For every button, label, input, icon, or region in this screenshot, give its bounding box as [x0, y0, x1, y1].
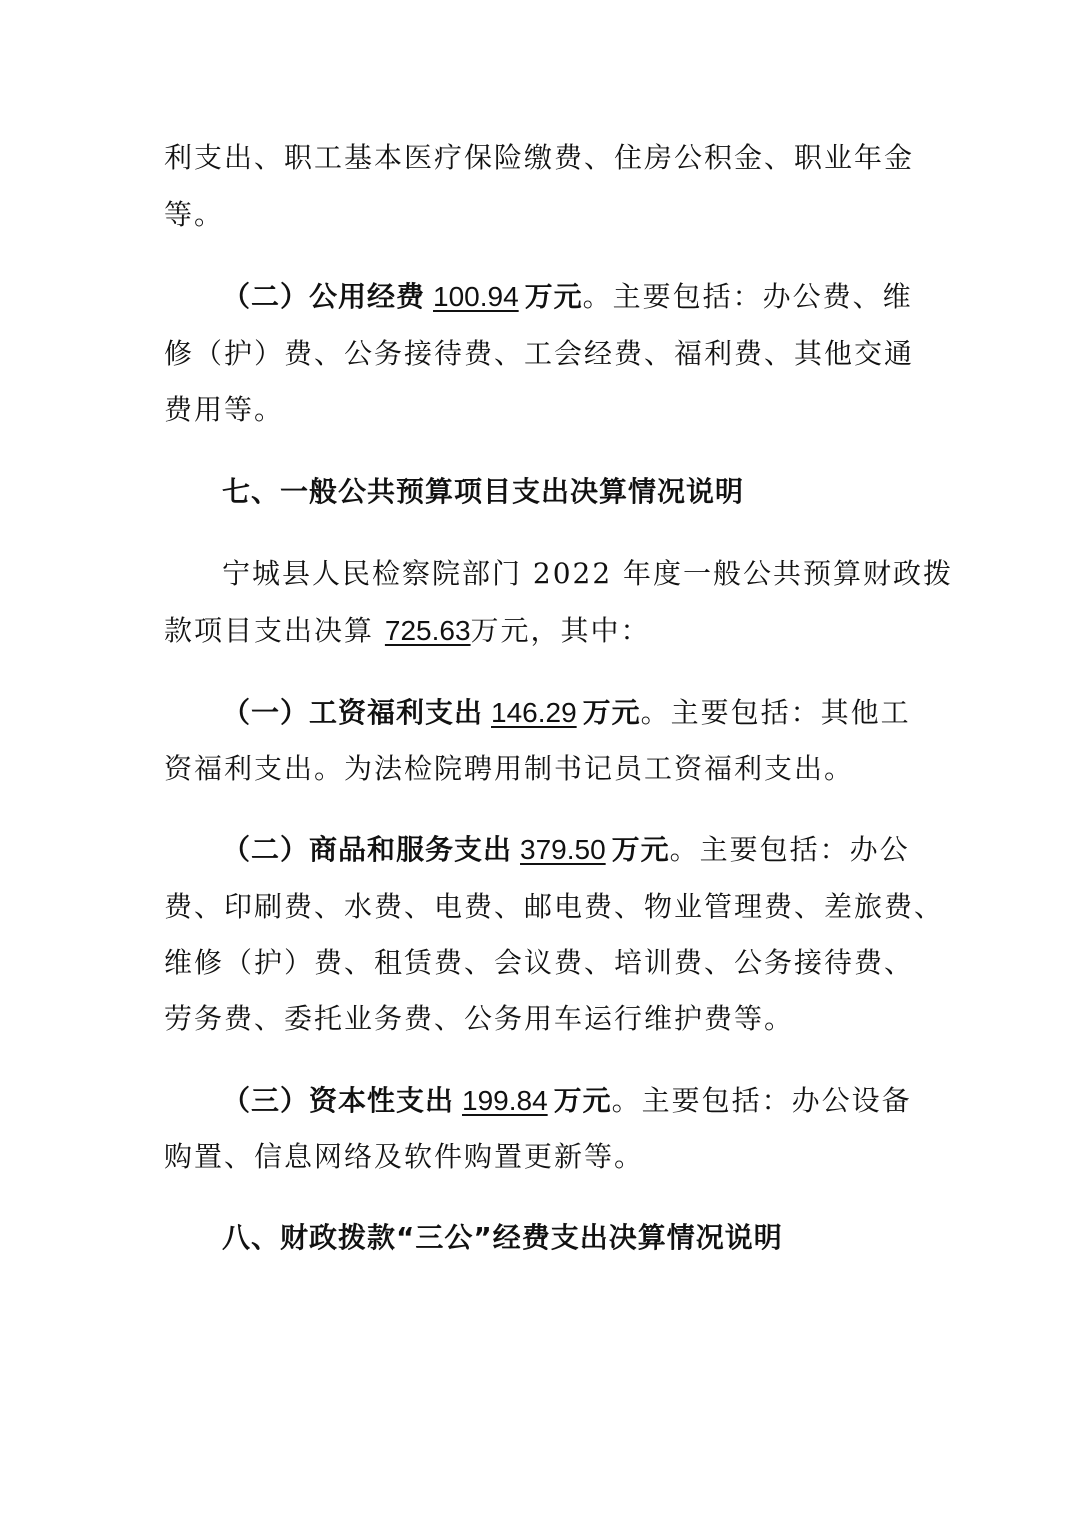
paragraph-text: 宁城县人民检察院部门 2022 年度一般公共预算财政拨	[222, 557, 954, 590]
goods-services-unit: 万元	[611, 833, 670, 866]
capital-expense-line	[222, 1081, 912, 1121]
paragraph-text: 费用等。	[164, 393, 285, 426]
paragraph-text: 费、印刷费、水费、电费、邮电费、物业管理费、差旅费、	[164, 890, 945, 923]
paragraph-text: 资福利支出。为法检院聘用制书记员工资福利支出。	[164, 752, 855, 785]
paragraph-line	[164, 1137, 644, 1177]
paragraph-text: 修（护）费、公务接待费、工会经费、福利费、其他交通	[164, 337, 915, 370]
section-heading-text: 七、一般公共预算项目支出决算情况说明	[222, 475, 745, 508]
public-expense-amount: 100.94	[433, 281, 519, 312]
capital-expense-unit: 万元	[553, 1084, 612, 1117]
paragraph-text: 维修（护）费、租赁费、会议费、培训费、公务接待费、	[164, 946, 915, 979]
public-expense-text: 。主要包括：办公费、维	[582, 280, 913, 313]
public-expense-unit: 万元	[524, 280, 583, 313]
paragraph-line	[164, 887, 944, 927]
capital-expense-text: 。主要包括：办公设备	[611, 1084, 912, 1117]
section-7-heading	[222, 472, 744, 512]
wage-welfare-amount: 146.29	[491, 697, 577, 728]
goods-services-label: （二）商品和服务支出	[222, 833, 513, 866]
paragraph-line	[164, 749, 854, 789]
section-heading-text: 八、财政拨款“三公”经费支出决算情况说明	[222, 1221, 783, 1254]
section-7-intro-line	[164, 611, 651, 651]
paragraph-line	[164, 943, 914, 983]
goods-services-text: 。主要包括：办公	[669, 833, 910, 866]
paragraph-line	[164, 195, 224, 235]
wage-welfare-unit: 万元	[582, 696, 641, 729]
public-expense-label: （二）公用经费	[222, 280, 426, 313]
wage-welfare-line	[222, 693, 911, 733]
paragraph-line	[164, 334, 914, 374]
paragraph-text: 等。	[164, 198, 225, 231]
section-7-intro-line	[222, 554, 953, 594]
capital-expense-label: （三）资本性支出	[222, 1084, 455, 1117]
wage-welfare-text: 。主要包括：其他工	[640, 696, 911, 729]
paragraph-text: 款项目支出决算	[164, 614, 385, 647]
paragraph-line	[164, 999, 794, 1039]
capital-expense-amount: 199.84	[462, 1085, 548, 1116]
paragraph-line	[164, 138, 914, 178]
paragraph-text: 万元，其中：	[470, 614, 651, 647]
wage-welfare-label: （一）工资福利支出	[222, 696, 484, 729]
section-8-heading	[222, 1218, 783, 1258]
paragraph-line	[164, 390, 284, 430]
paragraph-text: 劳务费、委托业务费、公务用车运行维护费等。	[164, 1002, 795, 1035]
public-expense-line	[222, 277, 913, 317]
total-project-amount: 725.63	[384, 615, 471, 646]
paragraph-text: 购置、信息网络及软件购置更新等。	[164, 1140, 645, 1173]
goods-services-amount: 379.50	[520, 834, 606, 865]
goods-services-line	[222, 830, 910, 870]
paragraph-text: 利支出、职工基本医疗保险缴费、住房公积金、职业年金	[164, 141, 915, 174]
